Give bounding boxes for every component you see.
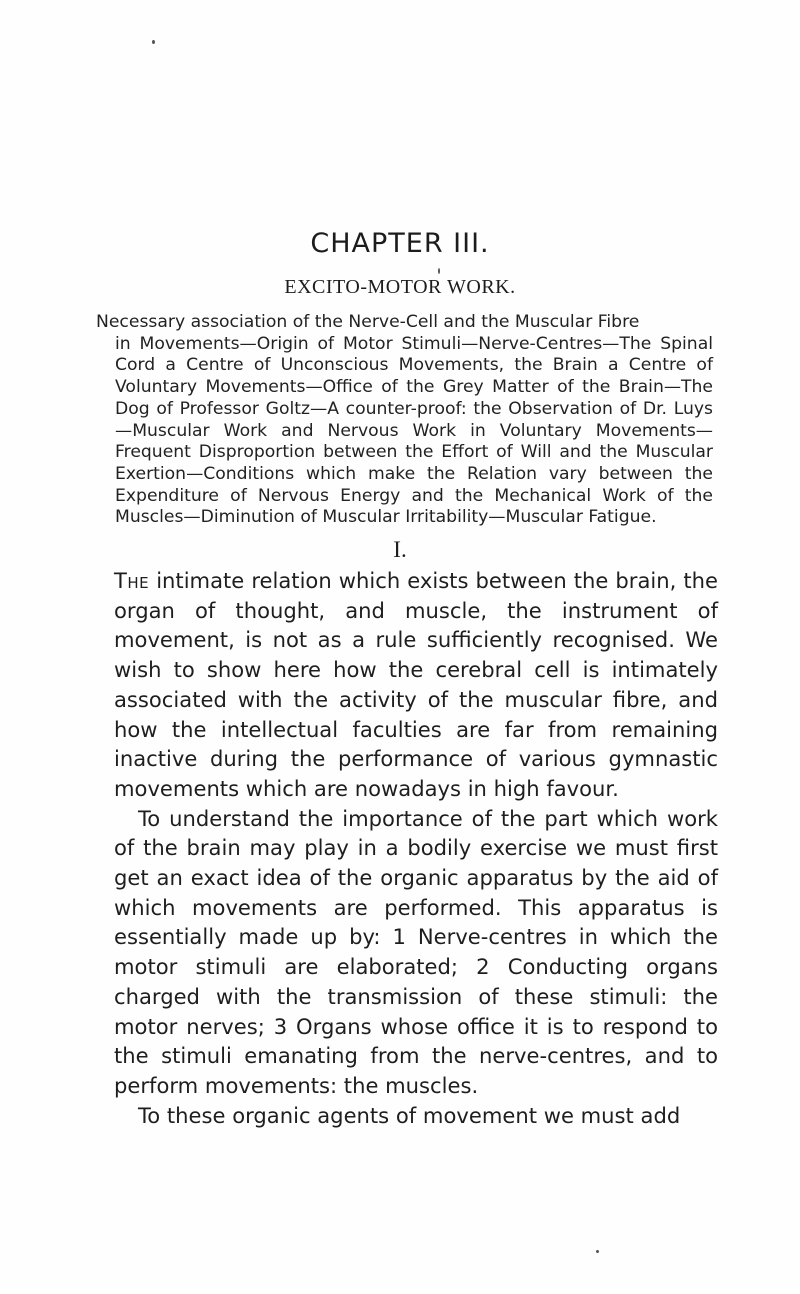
summary-first-line: Necessary association of the Nerve-Cell and the Muscular Fibre — [96, 312, 640, 332]
chapter-summary — [96, 312, 713, 529]
paragraph: To these organic agents of movement we must add — [138, 1102, 681, 1128]
body-text — [114, 566, 718, 1130]
scan-speck — [152, 40, 155, 44]
section-numeral: I. — [393, 537, 407, 562]
paragraph — [114, 566, 718, 804]
scan-speck — [438, 268, 440, 274]
paragraph-text: intimate relation which exists between the brain, the organ of thought, and muscle, the instrument of movement, is not as a rule sufficiently recognised. We wish to show here how the cerebral cell is intimately associated with the activity of the muscular fibre, and how the intellectual faculties are far from remaining inactive during the performance of various gymnastic movements which are nowadays in high favour. — [114, 568, 718, 801]
paragraph: To understand the importance of the part which work of the brain may play in a bodily exercise we must first get an exact idea of the organic apparatus by the aid of which movements are performed. This apparatus is essentially made up by: 1 Nerve-centres in which the motor stimuli are elaborated; 2 Conducting organs charged with the transmission of these stimuli: the motor nerves; 3 Organs whose office it is to respond to the stimuli emanating from the nerve-centres, and to perform movements: the muscles. — [114, 805, 718, 1098]
chapter-subtitle: EXCITO-MOTOR WORK. — [284, 276, 516, 298]
opening-word: The — [114, 568, 150, 593]
chapter-title: CHAPTER III. — [310, 228, 490, 259]
summary-text: in Movements—Origin of Motor Stimuli—Nerve-Centres—The Spinal Cord a Centre of Unconscious Movements, the Brain a Centre of Voluntary Movements—Office of the Grey Matter of the Brain—The Dog of Professor Goltz—A counter-proof: the Observation of Dr. Luys—Muscular Work and Nervous Work in Voluntary Movements—Frequent Disproportion between the Effort of Will and the Muscular Exertion—Conditions which make the Relation vary between the Expenditure of Nervous Energy and the Mechanical Work of the Muscles—Diminution of Muscular Irritability—Muscular Fatigue. — [115, 333, 713, 528]
scan-speck — [596, 1250, 599, 1253]
